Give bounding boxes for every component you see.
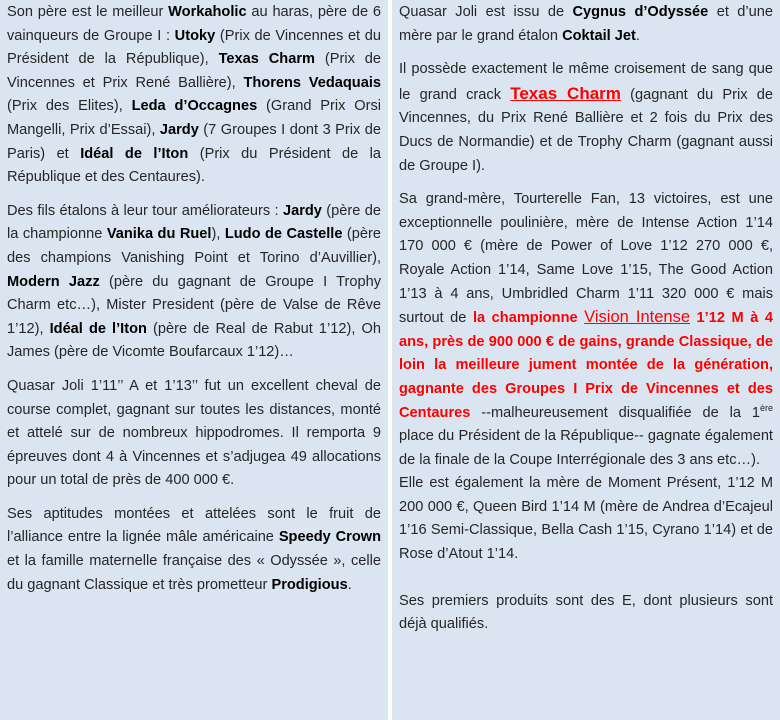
text: ), [211,226,225,243]
paragraph-grandmother [399,188,773,472]
bold-name: Ludo de Castelle [224,226,343,243]
bold-name: Prodigious [271,576,348,593]
paragraph-sire [7,1,381,190]
paragraph-first-products [399,590,773,637]
highlight-vision-intense: Vision Intense [584,308,691,327]
bold-name: Coktail Jet [562,27,636,44]
paragraph-crossing [399,58,773,178]
highlight-texas-charm: Texas Charm [510,83,621,103]
left-column [0,0,388,720]
text: (Prix du Président de la République et des Centaures). [7,145,382,186]
bold-name: Thorens Vedaquais [243,74,381,91]
text: Quasar Joli 1’11’’ A et 1’13’’ fut un excellent cheval de course complet, gagnant sur toutes les distances, monté et attelé sur de nombreux hippodromes. Il remporta 9 épreuves dont 4 à Vincennes et s’adjugea 49 allocations pour un total de près de 400 000 €. [7,377,381,489]
paragraph-aptitudes [7,503,381,597]
text: Elle est également la mère de Moment Présent, 1’12 M 200 000 €, Queen Bird 1’14 M (mère de Andrea d’Ecajeul 1’16 Semi-Classique, Bella Cash 1’15, Cyrano 1’14) et de Rose d’Atout 1’14. [399,475,773,563]
superscript: ère [759,402,773,413]
bold-name: Utoky [174,27,216,44]
bold-name: Texas Charm [218,51,315,68]
paragraph-pedigree [399,1,773,48]
text: (Grand Prix Orsi Mangelli, Prix d’Essai), [7,98,381,138]
bold-name: Idéal de l’Iton [80,145,189,162]
bold-name: Jardy [282,202,322,219]
right-column [392,0,780,720]
text: (Prix des Elites), [7,98,132,115]
text: Son père est le meilleur [7,4,169,20]
paragraph-racing-career [7,375,381,493]
text: Des fils étalons à leur tour améliorateurs : [7,202,283,219]
text: . [635,27,640,44]
text: Ses premiers produits sont des E, dont plusieurs sont déjà qualifiés. [399,592,773,633]
text: (Prix de Vincennes et Prix René Ballière), [7,51,382,91]
paragraph-mother-of [399,472,773,566]
text: (gagnant du Prix de Vincennes, du Prix René Ballière et 2 fois du Prix des Ducs de Normandie) et de Trophy Charm (gagnant aussi de Groupe I). [399,86,773,174]
text: et la famille maternelle française des « Odyssée », celle du gagnant Classique et très prometteur [7,553,381,593]
text: (père du gagnant de Groupe I Trophy Charm etc…), Mister President (père de Valse de Rêve 1’12), [7,273,382,337]
text: (7 Groupes I dont 3 Prix de Paris) et [7,121,381,162]
text: place du Président de la République-- gagnate également de la finale de la Coupe Interrégionale des 3 ans etc…). [399,428,773,468]
text: . [347,576,352,593]
highlight-text: 1’12 M à 4 ans, près de 900 000 € de gains, grande Classique, de loin la meilleure jument montée de la génération, gagnante des Groupes I Prix de Vincennes et des Centaures [399,310,773,421]
text: Quasar Joli est issu de [399,4,573,20]
bold-name: Workaholic [168,4,247,20]
text: (père de Real de Rabut 1’12), Oh James (père de Vicomte Boufarcaux 1’12)… [7,320,381,361]
bold-name: Vanika du Ruel [106,226,212,243]
bold-name: Idéal de l’Iton [49,320,147,337]
paragraph-stallion-sons [7,200,381,365]
text: (père de la championne [7,202,381,243]
bold-name: Modern Jazz [7,273,100,290]
bold-name: Cygnus d’Odyssée [572,4,709,20]
bold-name: Speedy Crown [278,529,381,546]
bold-name: Jardy [159,121,199,138]
text: Sa grand-mère, Tourterelle Fan, 13 victoires, est une exceptionnelle poulinière, mère de Intense Action 1’14 170 000 € (mère de Power of Love 1’12 270 000 €, Royale Action 1’14, Same Love 1’15, The Good Action 1’13 à 4 ans, Umbridled Charm 1’11 320 000 € mais surtout de [399,191,773,327]
text: Ses aptitudes montées et attelées sont le fruit de l’alliance entre la lignée mâle américaine [7,505,381,546]
text: Il possède exactement le même croisement de sang que le grand crack [399,61,773,103]
text: (Prix de Vincennes et du Président de la République), [7,27,381,68]
highlight-text: la championne [472,310,585,327]
text: --malheureusement disqualifiée de la 1 [470,404,760,421]
bold-name: Leda d’Occagnes [131,98,258,115]
text: (père des champions Vanishing Point et Torino d’Auvillier), [7,226,381,266]
text: et d’une mère par le grand étalon [399,4,773,44]
text: au haras, père de 6 vainqueurs de Groupe I : [7,4,381,44]
